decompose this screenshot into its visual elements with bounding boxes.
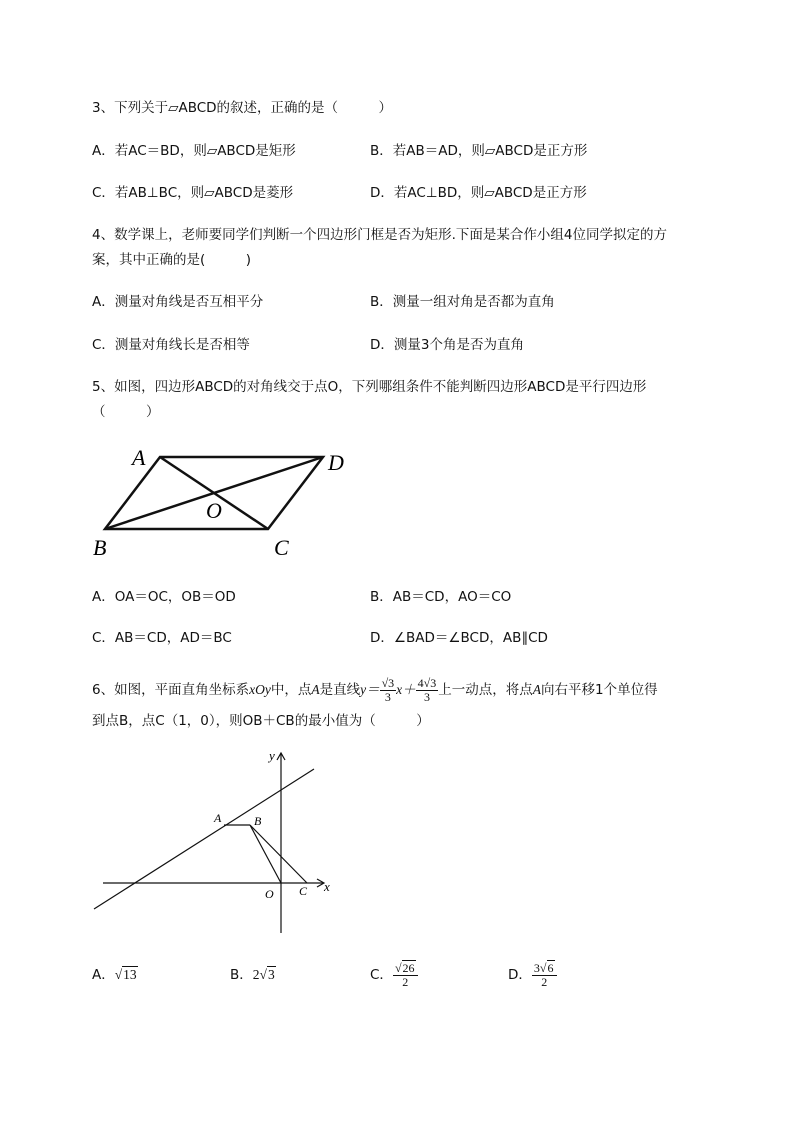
q6-text-5: 向右平移1个单位得	[541, 682, 658, 698]
segment-ob	[250, 825, 281, 883]
q4-option-a: A．测量对角线是否互相平分	[92, 294, 264, 310]
q6-text-2: 中，点	[270, 682, 312, 698]
q6-line-x: x＋	[396, 682, 416, 697]
q5-option-c: C．AB＝CD，AD＝BC	[92, 630, 232, 646]
q6-xoy: xOy	[249, 682, 271, 697]
q6-coordinate-figure	[88, 745, 348, 940]
segment-cb	[250, 825, 307, 883]
q4-stem-line2: 案，其中正确的是( )	[92, 252, 252, 268]
q6-fraction-1: $\frac{√3}{3}$	[381, 675, 395, 704]
q5-option-d: D．∠BAD＝∠BCD，AB∥CD	[370, 630, 548, 646]
label-a: A	[132, 445, 146, 470]
sqrt-13: √13	[114, 967, 137, 982]
q4-option-d: D．测量3个角是否为直角	[370, 337, 524, 353]
q6-point-a2: A	[532, 682, 542, 697]
fraction-sqrt26-over-2: $\frac{√26}{2}$	[393, 962, 418, 989]
q5-option-a: A．OA＝OC，OB＝OD	[92, 589, 236, 605]
q4-option-b: B．测量一组对角是否都为直角	[370, 294, 555, 310]
q6-text-1: 6、如图，平面直角坐标系	[92, 682, 250, 698]
fraction-3sqrt6-over-2: $\frac{3√6}{2}$	[532, 962, 557, 989]
q6-fraction-2: $\frac{4√3}{3}$	[417, 675, 437, 704]
q5-stem-line1: 5、如图，四边形ABCD的对角线交于点O，下列哪组条件不能判断四边形ABCD是平行四边形	[92, 379, 647, 395]
q6-option-c: C． $\frac{√26}{2}$	[370, 956, 418, 994]
q3-option-c: C．若AB⊥BC，则▱ABCD是菱形	[92, 185, 294, 201]
q6-stem-line1	[92, 672, 658, 708]
q6-option-d: D． $\frac{3√6}{2}$	[508, 956, 557, 994]
label-x: x	[324, 879, 330, 894]
q3-option-b: B．若AB＝AD，则▱ABCD是正方形	[370, 143, 588, 159]
q3-option-a: A．若AC＝BD，则▱ABCD是矩形	[92, 143, 296, 159]
label-b: B	[254, 814, 262, 828]
q5-parallelogram-figure	[90, 440, 360, 565]
label-d: D	[328, 450, 344, 475]
sqrt-3: √3	[259, 967, 275, 982]
q6-text-3: 是直线	[319, 682, 361, 698]
q5-option-b: B．AB＝CD，AO＝CO	[370, 589, 512, 605]
label-a: A	[214, 811, 222, 825]
q6-option-b: B．2√3	[230, 967, 275, 983]
q6-text-4: 上一动点，将点	[438, 682, 533, 698]
q6-stem-line2: 到点B，点C（1，0），则OB＋CB的最小值为（ ）	[92, 713, 430, 729]
q5-stem-line2: （ ）	[92, 404, 160, 420]
q3-stem: 3、下列关于▱ABCD的叙述，正确的是（ ）	[92, 100, 393, 116]
q6-line-y: y＝	[360, 682, 380, 697]
q6-option-a: A．√13	[92, 967, 137, 983]
q4-stem-line1: 4、数学课上，老师要同学们判断一个四边形门框是否为矩形.下面是某合作小组4位同学拟定的方	[92, 227, 667, 243]
label-c: C	[299, 884, 308, 898]
q4-option-c: C．测量对角线长是否相等	[92, 337, 250, 353]
q6-point-a: A	[311, 682, 320, 697]
label-o: O	[265, 887, 274, 901]
label-c: C	[274, 535, 289, 560]
label-o: O	[206, 498, 222, 523]
label-b: B	[93, 535, 107, 560]
label-y: y	[269, 748, 275, 763]
q3-option-d: D．若AC⊥BD，则▱ABCD是正方形	[370, 185, 587, 201]
